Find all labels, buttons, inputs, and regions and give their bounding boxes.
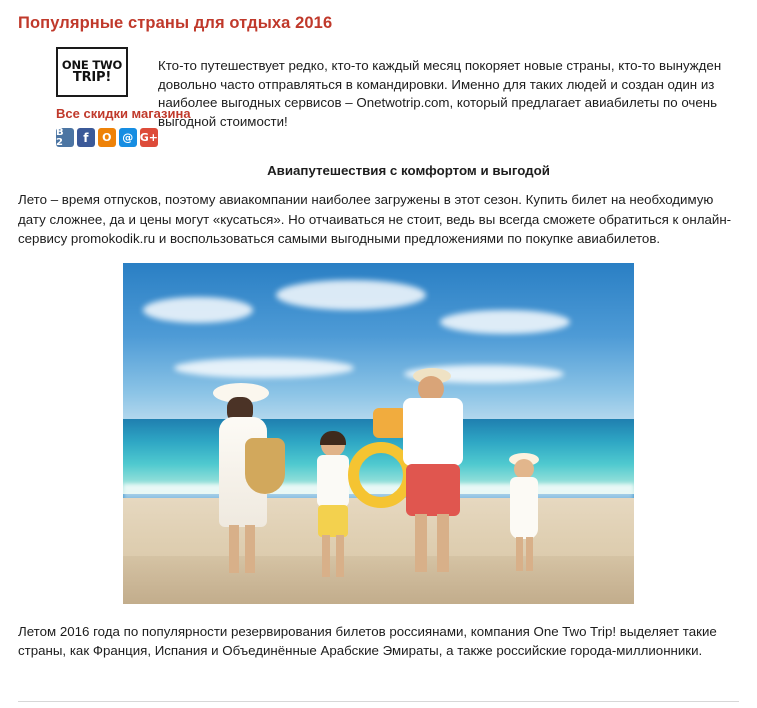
section-subheading: Авиапутешествия с комфортом и выгодой — [267, 163, 550, 178]
odnoklassniki-share-icon[interactable]: O — [98, 128, 116, 147]
bottom-divider — [18, 701, 739, 702]
cloud-shape — [174, 358, 354, 378]
googleplus-share-icon[interactable]: G+ — [140, 128, 158, 147]
cloud-shape — [276, 280, 426, 310]
beach-family-photo — [123, 263, 634, 604]
body-paragraph: Лето – время отпусков, поэтому авиакомпании наиболее загружены в этот сезон. Купить билет на необходимую дату сложнее, да и цены могут «кусаться». Но отчаиваться не стоит, ведь вы всегда сможете обратиться к онлайн-сервису promokodik.ru и воспользоваться самыми выгодными предложениями по покупке авиабилетов. — [18, 192, 732, 247]
brand-column — [18, 47, 191, 148]
figure-father — [389, 368, 475, 583]
facebook-share-icon[interactable]: f — [77, 128, 95, 147]
mailru-share-icon[interactable]: @ — [119, 128, 137, 147]
figure-girl — [501, 453, 547, 583]
figure-boy — [307, 433, 359, 583]
figure-mother — [205, 383, 283, 583]
logo-line-one: ONE TWO — [61, 57, 123, 72]
page-title: Популярные страны для отдыха 2016 — [18, 14, 333, 32]
sand-shadow-layer — [123, 556, 634, 604]
photo-wrapper — [18, 263, 739, 604]
intro-block — [18, 47, 739, 147]
footer-paragraph: Летом 2016 года по популярности резервирования билетов россиянами, компания One Two Trip! выделяет такие страны, как Франция, Испания и Объединённые Арабские Эмираты, а также российские города-миллионники. — [18, 623, 717, 659]
intro-paragraph: Кто-то путешествует редко, кто-то каждый месяц покоряет новые страны, кто-то вынужден довольно часто отправляться в командировки. Именно для таких людей и создан один из наиболее выгодных сервисов – Onetwotrip.com, который предлагает авиабилеты по очень выгодной стоимости! — [158, 58, 722, 129]
one-two-trip-logo[interactable] — [56, 47, 128, 97]
shop-discounts-link[interactable]: Все скидки магазина — [56, 106, 191, 121]
social-share-row — [56, 128, 158, 147]
vk-share-icon[interactable]: B 2 — [56, 128, 74, 147]
cloud-shape — [143, 297, 253, 323]
logo-line-two: TRIP! — [72, 70, 112, 86]
